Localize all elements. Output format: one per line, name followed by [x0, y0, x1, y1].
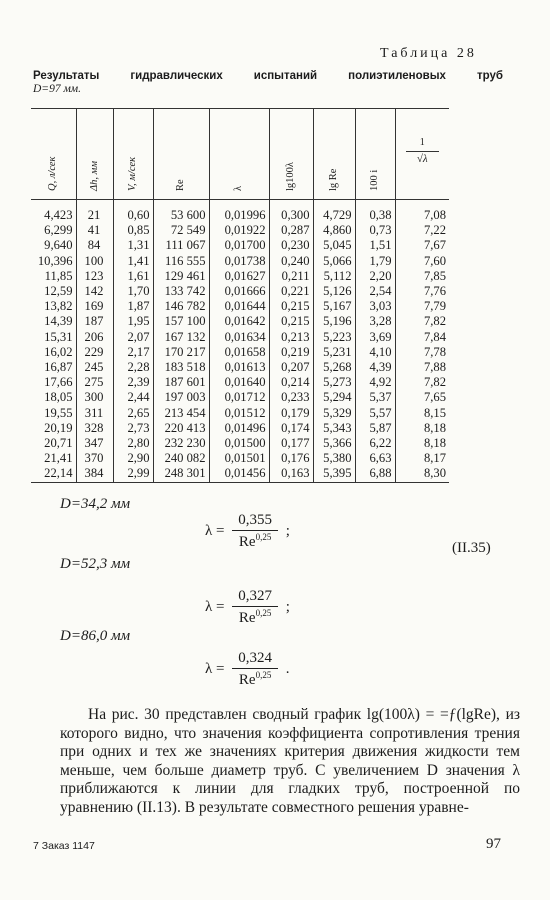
caption-word: испытаний: [253, 70, 318, 82]
fraction-numerator: 0,327: [232, 588, 278, 607]
table-cell: 4,860: [313, 223, 355, 238]
table-cell: 0,240: [269, 254, 313, 269]
table-cell: 0,163: [269, 466, 313, 482]
table-cell: 245: [76, 360, 113, 375]
table-cell: 5,231: [313, 345, 355, 360]
fraction-denominator: Re: [238, 610, 256, 626]
table-cell: 5,223: [313, 330, 355, 345]
table-cell: 0,01922: [209, 223, 269, 238]
header-denominator: √λ: [416, 153, 428, 165]
table-cell: 4,10: [355, 345, 395, 360]
table-row: [31, 345, 449, 360]
table-cell: 7,88: [395, 360, 449, 375]
equation-fraction: [232, 512, 278, 551]
table-cell: 0,215: [269, 314, 313, 329]
table-cell: 0,01996: [209, 200, 269, 224]
table-cell: 7,60: [395, 254, 449, 269]
table-cell: 8,30: [395, 466, 449, 482]
table-row: [31, 451, 449, 466]
table-cell: 84: [76, 238, 113, 253]
table-cell: 14,39: [31, 314, 76, 329]
table-cell: 0,213: [269, 330, 313, 345]
table-cell: 1,87: [113, 299, 153, 314]
table-cell: 232 230: [153, 436, 209, 451]
table-cell: 19,55: [31, 406, 76, 421]
table-cell: 1,70: [113, 284, 153, 299]
table-cell: 1,51: [355, 238, 395, 253]
table-cell: 0,287: [269, 223, 313, 238]
table-cell: 4,423: [31, 200, 76, 224]
table-cell: 5,366: [313, 436, 355, 451]
caption-word: труб: [476, 70, 503, 82]
table-cell: 5,343: [313, 421, 355, 436]
table-cell: 0,219: [269, 345, 313, 360]
table-cell: 8,15: [395, 406, 449, 421]
caption-word: Результаты: [33, 70, 100, 82]
equation-fraction: [232, 650, 278, 689]
table-cell: 7,67: [395, 238, 449, 253]
table-cell: 8,17: [395, 451, 449, 466]
column-header: V, м/сек: [113, 109, 153, 200]
table-cell: 6,88: [355, 466, 395, 482]
table-cell: 2,39: [113, 375, 153, 390]
equation-lhs: λ =: [205, 660, 225, 677]
table-cell: 7,08: [395, 200, 449, 224]
equation-punctuation: ;: [285, 598, 290, 615]
table-cell: 0,179: [269, 406, 313, 421]
table-cell: 328: [76, 421, 113, 436]
table-cell: 0,01712: [209, 390, 269, 405]
table-cell: 347: [76, 436, 113, 451]
table-cell: 0,233: [269, 390, 313, 405]
caption-diameter: D=97 мм.: [33, 83, 81, 95]
table-cell: 0,01496: [209, 421, 269, 436]
table-cell: 0,01512: [209, 406, 269, 421]
table-cell: 157 100: [153, 314, 209, 329]
table-row: [31, 360, 449, 375]
table-cell: 0,300: [269, 200, 313, 224]
table-cell: 167 132: [153, 330, 209, 345]
table-cell: 5,126: [313, 284, 355, 299]
table-cell: 2,07: [113, 330, 153, 345]
table-cell: 5,066: [313, 254, 355, 269]
table-cell: 12,59: [31, 284, 76, 299]
table-cell: 7,85: [395, 269, 449, 284]
table-cell: 0,174: [269, 421, 313, 436]
table-cell: 1,31: [113, 238, 153, 253]
table-cell: 16,87: [31, 360, 76, 375]
table-cell: 100: [76, 254, 113, 269]
fraction-denominator: Re: [238, 534, 256, 550]
table-cell: 1,95: [113, 314, 153, 329]
table-cell: 220 413: [153, 421, 209, 436]
equation: [205, 588, 290, 627]
table-cell: 0,214: [269, 375, 313, 390]
table-caption: [33, 70, 503, 96]
table-cell: 311: [76, 406, 113, 421]
column-header: Δh, мм: [76, 109, 113, 200]
table-cell: 0,01640: [209, 375, 269, 390]
table-cell: 5,380: [313, 451, 355, 466]
table-cell: 170 217: [153, 345, 209, 360]
table-cell: 20,71: [31, 436, 76, 451]
table-cell: 3,28: [355, 314, 395, 329]
table-cell: 11,85: [31, 269, 76, 284]
table-cell: 6,63: [355, 451, 395, 466]
table-cell: 248 301: [153, 466, 209, 482]
table-cell: 142: [76, 284, 113, 299]
table-cell: 20,19: [31, 421, 76, 436]
table-cell: 5,273: [313, 375, 355, 390]
table-cell: 187 601: [153, 375, 209, 390]
table-cell: 213 454: [153, 406, 209, 421]
table-cell: 2,80: [113, 436, 153, 451]
table-row: [31, 330, 449, 345]
table-cell: 2,44: [113, 390, 153, 405]
table-cell: 5,268: [313, 360, 355, 375]
table-row: [31, 390, 449, 405]
table-cell: 6,299: [31, 223, 76, 238]
table-cell: 5,167: [313, 299, 355, 314]
table-cell: 5,294: [313, 390, 355, 405]
table-cell: 370: [76, 451, 113, 466]
table-row: [31, 375, 449, 390]
table-cell: 187: [76, 314, 113, 329]
table-cell: 2,54: [355, 284, 395, 299]
table-cell: 1,79: [355, 254, 395, 269]
table-cell: 5,395: [313, 466, 355, 482]
table-cell: 7,82: [395, 375, 449, 390]
table-cell: 0,01456: [209, 466, 269, 482]
table-cell: 0,211: [269, 269, 313, 284]
table-cell: 0,177: [269, 436, 313, 451]
table-cell: 5,196: [313, 314, 355, 329]
table-cell: 10,396: [31, 254, 76, 269]
table-cell: 229: [76, 345, 113, 360]
paragraph-text: На рис. 30 представлен сводный график lg(100λ) = =ƒ(lgRe), из которого видно, что значения коэффициента сопротивления трения при одних и тех же значениях критерия движения жидкости тем меньше, чем больше диаметр труб. С увеличением D значения λ приближаются к линии для гладких труб, построенной по уравнению (II.13). В результате совместного решения уравне-: [60, 706, 520, 816]
table-row: [31, 223, 449, 238]
table-cell: 2,90: [113, 451, 153, 466]
table-cell: 16,02: [31, 345, 76, 360]
table-cell: 7,22: [395, 223, 449, 238]
table-row: [31, 238, 449, 253]
table-cell: 5,112: [313, 269, 355, 284]
table-cell: 7,78: [395, 345, 449, 360]
table-row: [31, 200, 449, 224]
table-cell: 13,82: [31, 299, 76, 314]
table-cell: 129 461: [153, 269, 209, 284]
table-cell: 240 082: [153, 451, 209, 466]
table-cell: 7,76: [395, 284, 449, 299]
table-cell: 2,20: [355, 269, 395, 284]
table-cell: 5,045: [313, 238, 355, 253]
table-cell: 275: [76, 375, 113, 390]
equation-lhs: λ =: [205, 522, 225, 539]
table-cell: 0,01501: [209, 451, 269, 466]
table-cell: 2,17: [113, 345, 153, 360]
table-cell: 5,329: [313, 406, 355, 421]
table-cell: 197 003: [153, 390, 209, 405]
table-cell: 0,01700: [209, 238, 269, 253]
table-cell: 5,57: [355, 406, 395, 421]
table-cell: 7,84: [395, 330, 449, 345]
table-cell: 2,65: [113, 406, 153, 421]
table-cell: 116 555: [153, 254, 209, 269]
equation-number: (II.35): [452, 540, 491, 556]
table-cell: 1,41: [113, 254, 153, 269]
table-cell: 8,18: [395, 436, 449, 451]
table-cell: 9,640: [31, 238, 76, 253]
diameter-label: D=34,2 мм: [60, 496, 131, 512]
table-cell: 22,14: [31, 466, 76, 482]
table-cell: 15,31: [31, 330, 76, 345]
table-cell: 0,01627: [209, 269, 269, 284]
table-cell: 7,65: [395, 390, 449, 405]
exponent: 0,25: [255, 608, 272, 618]
header-numerator: 1: [419, 137, 425, 148]
footer-order-number: 7 Заказ 1147: [33, 840, 95, 852]
table-row: [31, 406, 449, 421]
table-cell: 53 600: [153, 200, 209, 224]
fraction-numerator: 0,324: [232, 650, 278, 669]
equation-punctuation: ;: [285, 522, 290, 539]
table-cell: 3,69: [355, 330, 395, 345]
table-header-row: [31, 109, 449, 200]
table-cell: 0,230: [269, 238, 313, 253]
column-header: Re: [153, 109, 209, 200]
caption-word: гидравлических: [130, 70, 223, 82]
equation-punctuation: .: [285, 660, 290, 677]
table-cell: 0,60: [113, 200, 153, 224]
table-row: [31, 421, 449, 436]
diameter-label: D=52,3 мм: [60, 556, 131, 572]
table-cell: 4,39: [355, 360, 395, 375]
table-cell: 21: [76, 200, 113, 224]
equation: [205, 650, 289, 689]
table-cell: 0,01658: [209, 345, 269, 360]
column-header: λ: [209, 109, 269, 200]
table-cell: 133 742: [153, 284, 209, 299]
table-cell: 0,01738: [209, 254, 269, 269]
table-cell: 0,207: [269, 360, 313, 375]
table-cell: 41: [76, 223, 113, 238]
table-cell: 6,22: [355, 436, 395, 451]
table-cell: 0,85: [113, 223, 153, 238]
column-header: 100 i: [355, 109, 395, 200]
table-cell: 123: [76, 269, 113, 284]
table-cell: 2,28: [113, 360, 153, 375]
table-cell: 2,73: [113, 421, 153, 436]
fraction-numerator: 0,355: [232, 512, 278, 531]
table-cell: 0,215: [269, 299, 313, 314]
exponent: 0,25: [255, 670, 272, 680]
column-header: lg Re: [313, 109, 355, 200]
table-cell: 18,05: [31, 390, 76, 405]
table-row: [31, 284, 449, 299]
table-cell: 5,37: [355, 390, 395, 405]
table-cell: 0,01500: [209, 436, 269, 451]
table-row: [31, 254, 449, 269]
column-header: Q, л/сек: [31, 109, 76, 200]
table-row: [31, 466, 449, 482]
table-cell: 8,18: [395, 421, 449, 436]
table-cell: 0,01634: [209, 330, 269, 345]
table-cell: 183 518: [153, 360, 209, 375]
table-cell: 4,729: [313, 200, 355, 224]
exponent: 0,25: [255, 532, 272, 542]
table-cell: 0,01644: [209, 299, 269, 314]
table-cell: 0,01666: [209, 284, 269, 299]
table-cell: 7,82: [395, 314, 449, 329]
table-cell: 0,176: [269, 451, 313, 466]
table-row: [31, 314, 449, 329]
table-cell: 0,01642: [209, 314, 269, 329]
diameter-label: D=86,0 мм: [60, 628, 131, 644]
table-cell: 111 067: [153, 238, 209, 253]
equation-fraction: [232, 588, 278, 627]
table-row: [31, 269, 449, 284]
table-cell: 21,41: [31, 451, 76, 466]
table-cell: 3,03: [355, 299, 395, 314]
table-cell: 0,221: [269, 284, 313, 299]
table-cell: 0,01613: [209, 360, 269, 375]
table-label: Таблица 28: [380, 46, 477, 61]
table-cell: 2,99: [113, 466, 153, 482]
caption-word: полиэтиленовых: [348, 70, 446, 82]
equation-lhs: λ =: [205, 598, 225, 615]
table-cell: 5,87: [355, 421, 395, 436]
equation: [205, 512, 290, 551]
table-cell: 300: [76, 390, 113, 405]
table-cell: 1,61: [113, 269, 153, 284]
table-cell: 0,38: [355, 200, 395, 224]
column-header: lg100λ: [269, 109, 313, 200]
table-cell: 169: [76, 299, 113, 314]
table-body: [31, 200, 449, 483]
table-cell: 146 782: [153, 299, 209, 314]
table-cell: 72 549: [153, 223, 209, 238]
column-header: [395, 109, 449, 200]
table-cell: 384: [76, 466, 113, 482]
table-cell: 4,92: [355, 375, 395, 390]
data-table: [31, 108, 449, 483]
table-row: [31, 299, 449, 314]
body-paragraph: [60, 706, 520, 818]
table-cell: 17,66: [31, 375, 76, 390]
table-row: [31, 436, 449, 451]
table-cell: 7,79: [395, 299, 449, 314]
fraction-denominator: Re: [238, 672, 256, 688]
table-cell: 0,73: [355, 223, 395, 238]
page-number: 97: [486, 836, 501, 852]
table-cell: 206: [76, 330, 113, 345]
